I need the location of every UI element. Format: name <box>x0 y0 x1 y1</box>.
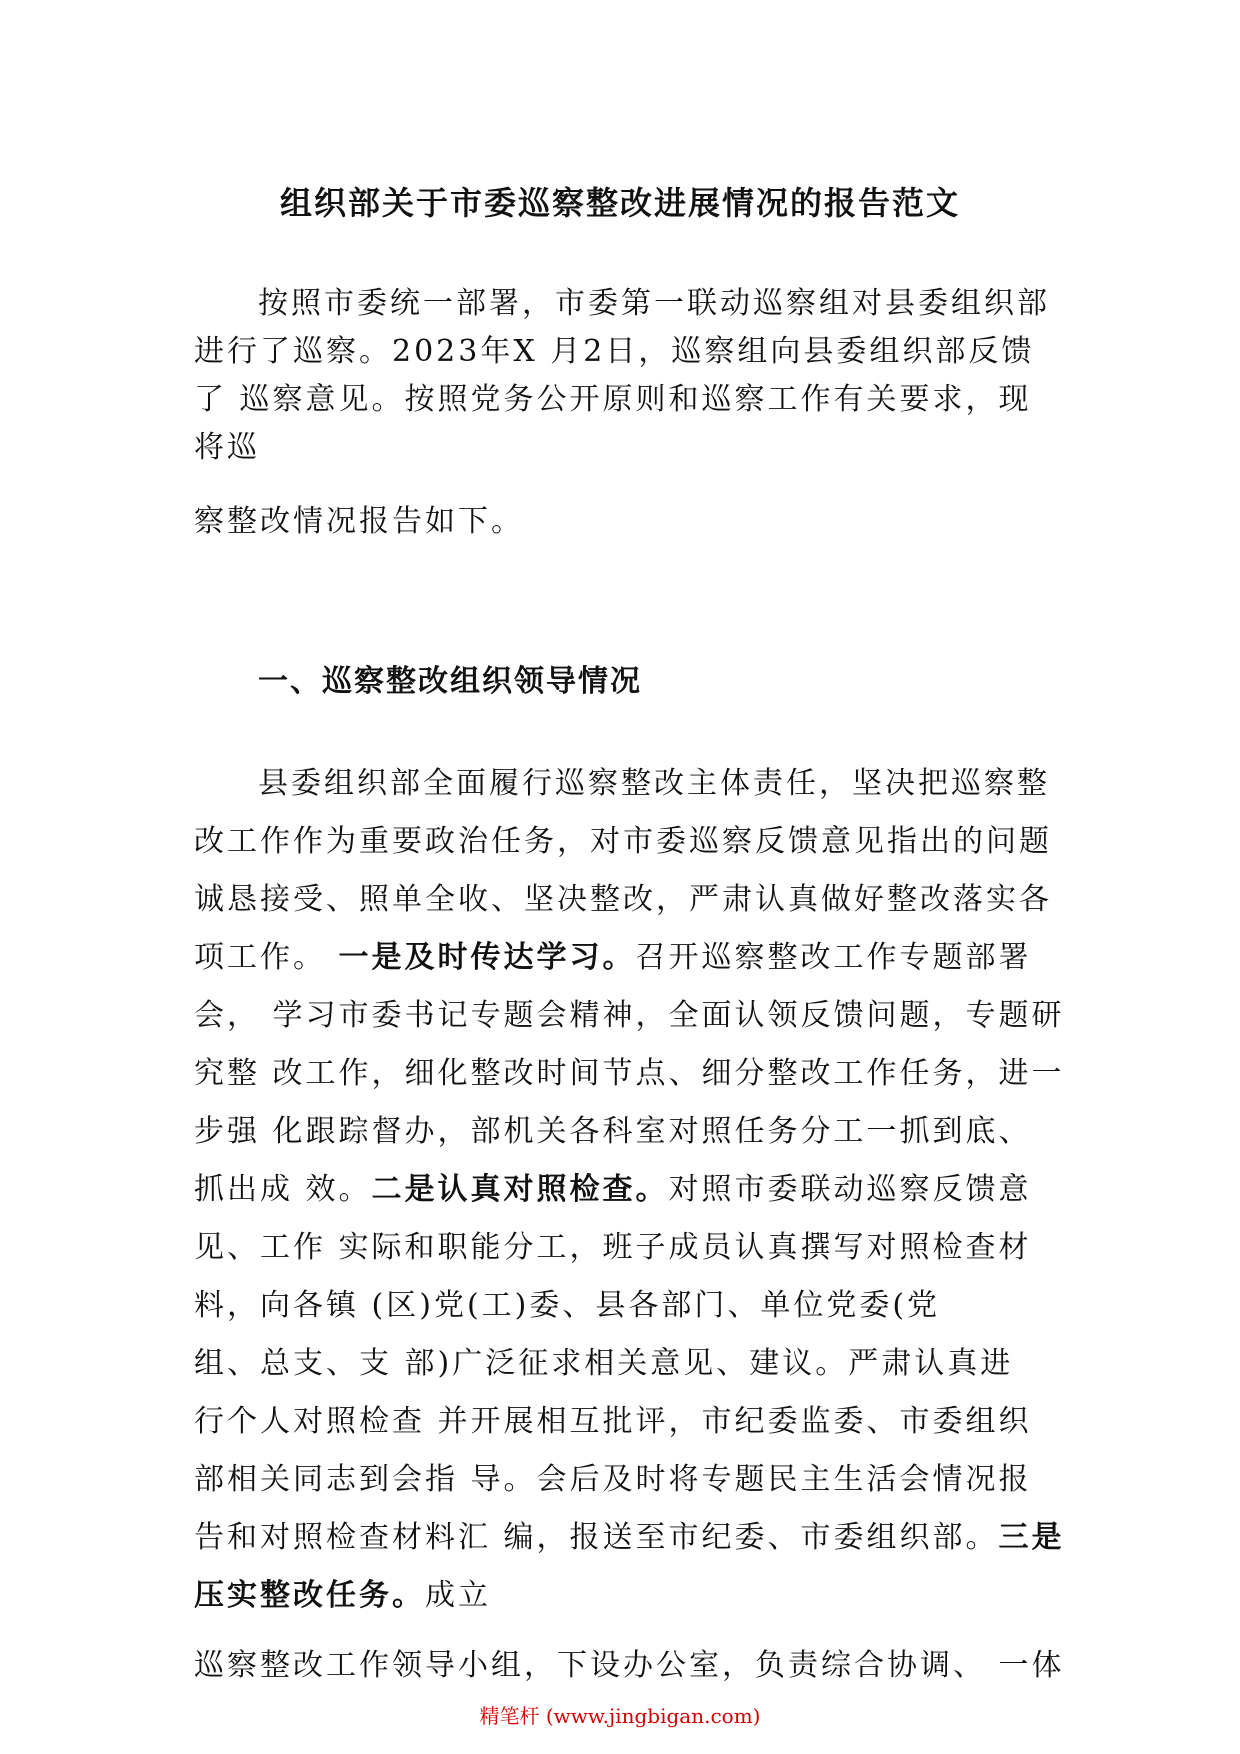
paragraph-2-line-16: 巡察整改工作领导小组，下设办公室，负责综合协调、 一体 <box>194 1648 1065 1683</box>
paragraph-1-line-2: 进行了巡察。2023年X 月2日，巡察组向县委组织部反馈 <box>194 334 1035 369</box>
paragraph-1-line-1: 按照市委统一部署，市委第一联动巡察组对县委组织部 <box>258 286 1050 321</box>
paragraph-1-line-4: 将巡 <box>194 430 260 465</box>
paragraph-2-line-15 <box>194 1570 491 1614</box>
paragraph-2-line-8 <box>194 1164 1032 1208</box>
paragraph-2-line-11: 组、总支、支 部)广泛征求相关意见、建议。严肃认真进 <box>194 1346 1014 1381</box>
point-one-heading: 一是及时传达学习。 <box>338 940 636 975</box>
point-two-heading: 二是认真对照检查。 <box>371 1172 669 1207</box>
paragraph-2-line-3: 诚恳接受、照单全收、坚决整改，严肃认真做好整改落实各 <box>194 882 1052 917</box>
paragraph-2-line-12: 行个人对照检查 并开展相互批评，市纪委监委、市委组织 <box>194 1404 1032 1439</box>
paragraph-1-line-5: 察整改情况报告如下。 <box>194 504 524 539</box>
paragraph-2-line-14 <box>194 1512 1065 1556</box>
paragraph-2-line-2: 改工作作为重要政治任务，对市委巡察反馈意见指出的问题 <box>194 824 1052 859</box>
point-three-heading-end: 压实整改任务。 <box>194 1578 425 1613</box>
section-1-heading: 一、巡察整改组织领导情况 <box>258 664 642 699</box>
paragraph-2-line-5: 会， 学习市委书记专题会精神，全面认领反馈问题，专题研 <box>194 998 1065 1033</box>
paragraph-2-line-4 <box>194 932 1032 976</box>
paragraph-2-line-1: 县委组织部全面履行巡察整改主体责任，坚决把巡察整 <box>258 766 1050 801</box>
footer-watermark: 精笔杆 (www.jingbigan.com) <box>479 1704 761 1728</box>
paragraph-2-line-6: 究整 改工作，细化整改时间节点、细分整改工作任务，进一 <box>194 1056 1065 1091</box>
line-15-text-post: 成立 <box>425 1578 491 1613</box>
line-14-text-pre: 告和对照检查材料汇 编，报送至市纪委、市委组织部。 <box>194 1520 999 1555</box>
line-4-text-pre: 项工作。 <box>194 940 339 975</box>
paragraph-2-line-7: 步强 化跟踪督办，部机关各科室对照任务分工一抓到底、 <box>194 1114 1032 1149</box>
line-8-text-pre: 抓出成 效。 <box>194 1172 372 1207</box>
point-three-heading-start: 三是 <box>998 1520 1065 1555</box>
paragraph-2-line-10: 料，向各镇 (区)党(工)委、县各部门、单位党委(党 <box>194 1288 941 1323</box>
paragraph-2-line-13: 部相关同志到会指 导。会后及时将专题民主生活会情况报 <box>194 1462 1032 1497</box>
line-4-text-post: 召开巡察整改工作专题部署 <box>635 940 1032 975</box>
line-8-text-post: 对照市委联动巡察反馈意 <box>668 1172 1032 1207</box>
document-title: 组织部关于市委巡察整改进展情况的报告范文 <box>279 184 960 222</box>
paragraph-2-line-9: 见、工作 实际和职能分工，班子成员认真撰写对照检查材 <box>194 1230 1032 1265</box>
paragraph-1-line-3: 了 巡察意见。按照党务公开原则和巡察工作有关要求，现 <box>194 382 1032 417</box>
